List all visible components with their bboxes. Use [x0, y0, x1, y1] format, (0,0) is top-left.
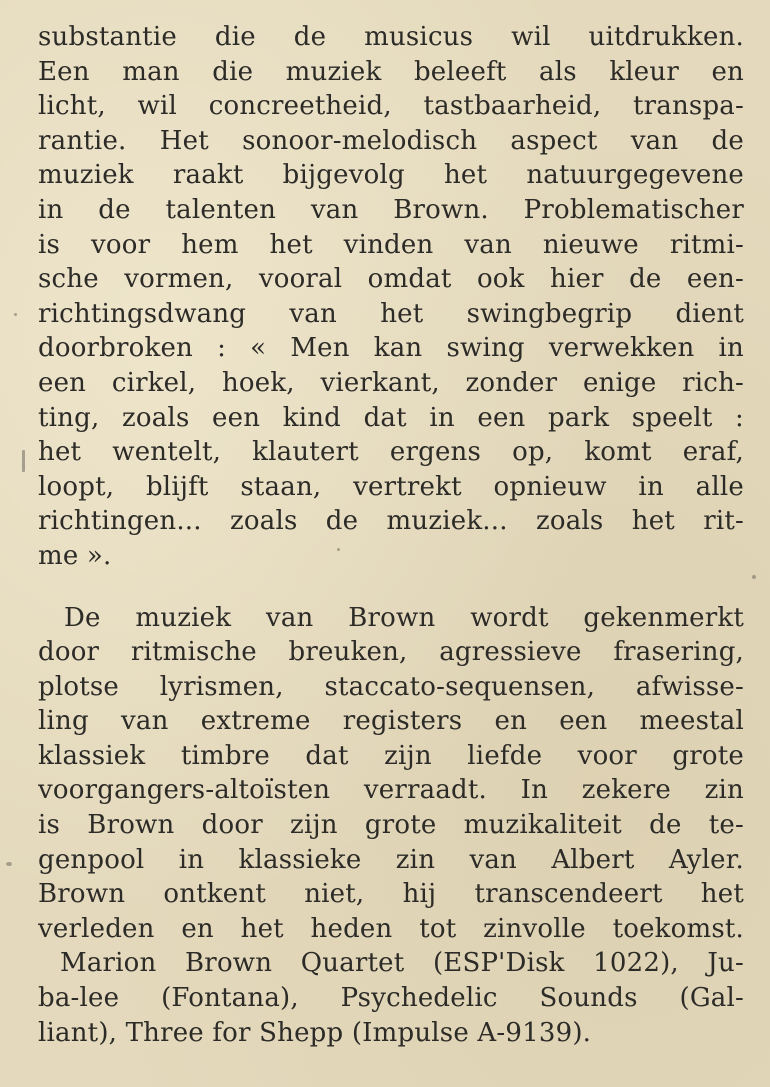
- text-line: licht, wil concreetheid, tastbaarheid, transpa-: [38, 91, 744, 122]
- text-line: muziek raakt bijgevolg het natuurgegevene: [38, 160, 744, 191]
- text-line: sche vormen, vooral omdat ook hier de een-: [38, 264, 744, 295]
- text-line: is Brown door zijn grote muzikaliteit de te-: [38, 810, 744, 841]
- text-line: Brown ontkent niet, hij transcendeert het: [38, 879, 744, 910]
- paragraph-gap: [38, 574, 744, 601]
- text-line: genpool in klassieke zin van Albert Ayler.: [38, 844, 744, 875]
- text-line: doorbroken : « Men kan swing verwekken in: [38, 333, 744, 364]
- paragraph-2: [38, 601, 744, 947]
- article-column: [38, 20, 744, 1050]
- text-line: Een man die muziek beleeft als kleur en: [38, 56, 744, 87]
- text-line: ting, zoals een kind dat in een park speelt :: [38, 402, 744, 433]
- text-line: liant), Three for Shepp (Impulse A-9139).: [38, 1017, 592, 1048]
- print-speck: [6, 862, 12, 866]
- text-line: een cirkel, hoek, vierkant, zonder enige rich-: [38, 367, 744, 398]
- text-line: rantie. Het sonoor-melodisch aspect van de: [38, 125, 744, 156]
- text-line: De muziek van Brown wordt gekenmerkt: [64, 602, 744, 633]
- text-line: loopt, blijft staan, vertrekt opnieuw in alle: [38, 471, 744, 502]
- print-speck: [752, 575, 756, 579]
- text-line: ba-lee (Fontana), Psychedelic Sounds (Gal-: [38, 983, 744, 1014]
- text-line: plotse lyrismen, staccato-sequensen, afwisse-: [38, 671, 744, 702]
- text-line: verleden en het heden tot zinvolle toekomst.: [38, 913, 744, 944]
- print-speck: [22, 450, 25, 472]
- text-line: richtingen... zoals de muziek... zoals het rit-: [38, 506, 744, 537]
- text-line: is voor hem het vinden van nieuwe ritmi-: [38, 229, 744, 260]
- text-line: me ».: [38, 540, 112, 571]
- discography: [38, 946, 744, 1050]
- print-speck: [14, 313, 17, 316]
- text-line: ling van extreme registers en een meestal: [38, 706, 744, 737]
- text-line: in de talenten van Brown. Problematischer: [38, 194, 744, 225]
- text-line: substantie die de musicus wil uitdrukken.: [38, 22, 744, 52]
- paragraph-1: [38, 20, 744, 574]
- text-line: het wentelt, klautert ergens op, komt eraf,: [38, 437, 744, 468]
- print-speck: [337, 548, 340, 551]
- text-line: klassiek timbre dat zijn liefde voor grote: [38, 740, 744, 771]
- text-line: richtingsdwang van het swingbegrip dient: [38, 298, 744, 329]
- text-line: voorgangers-altoïsten verraadt. In zekere zin: [38, 775, 744, 806]
- text-line: door ritmische breuken, agressieve frasering,: [38, 637, 744, 668]
- text-line: Marion Brown Quartet (ESP'Disk 1022), Ju-: [60, 948, 744, 979]
